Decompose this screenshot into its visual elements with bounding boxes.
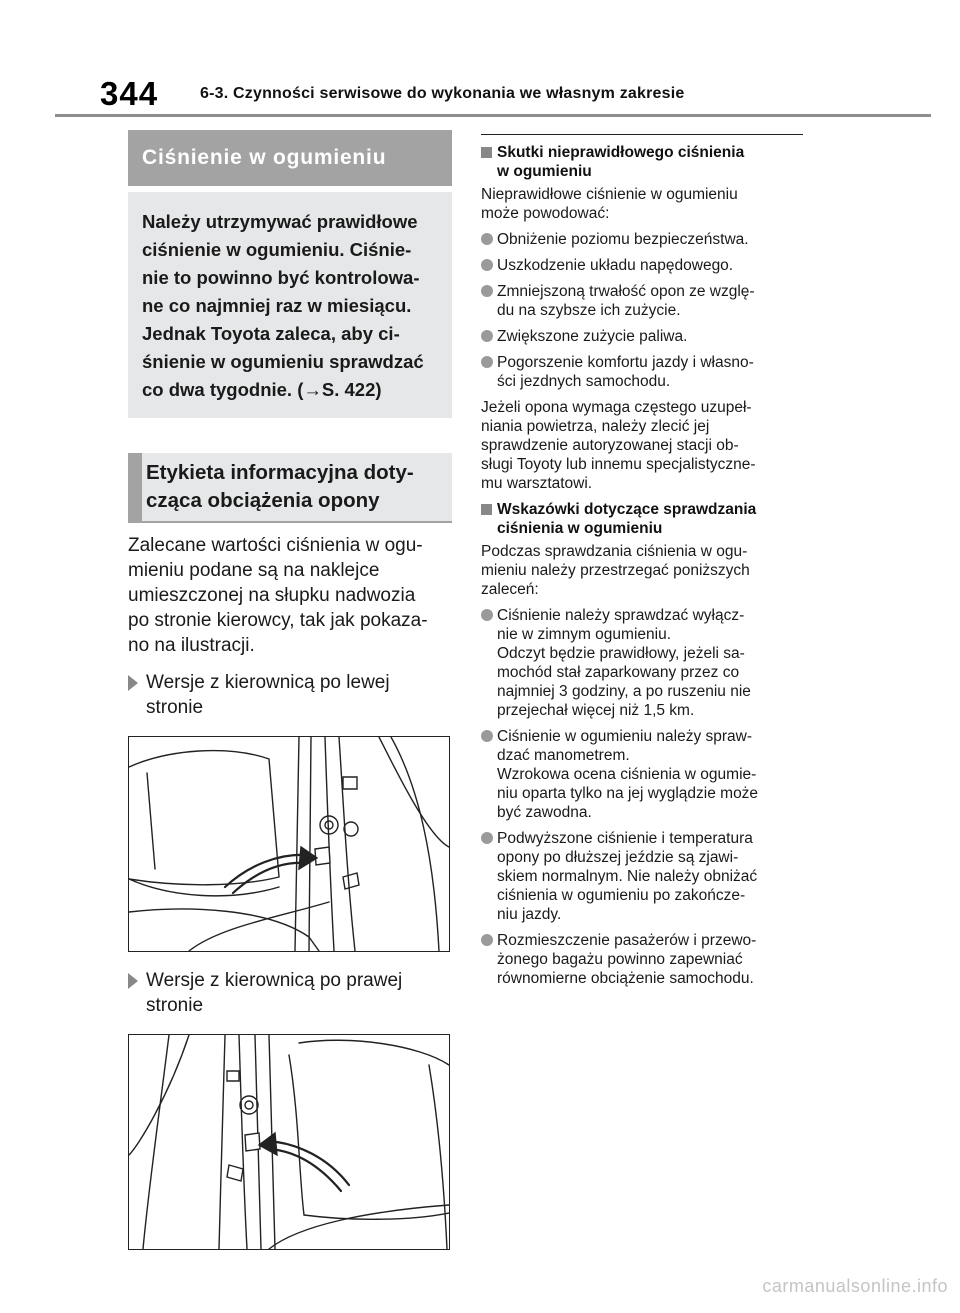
text-line: najmniej 3 godziny, a po ruszeniu nie (497, 683, 751, 700)
text-line: Zmniejszoną trwałość opon ze wzglę- (497, 283, 755, 300)
subheading-checking-tips (481, 500, 803, 538)
body-line: umieszczonej na słupku nadwozia (128, 585, 416, 606)
text-line: nie w zimnym ogumieniu. (497, 626, 672, 643)
summary-line: ciśnienie w ogumieniu. Ciśnie- (142, 239, 412, 260)
text-line: Odczyt będzie prawidłowy, jeżeli sa- (497, 645, 745, 662)
subheading-line: w ogumieniu (497, 163, 592, 180)
chapter-title: 6-3. Czynności serwisowe do wykonania we własnym zakresie (200, 85, 685, 102)
variant-line: Wersje z kierownicą po prawej (146, 970, 403, 991)
text-line: żonego bagażu powinno zapewniać (497, 951, 743, 968)
text-line: mieniu należy przestrzegać poniższych (481, 562, 750, 579)
bullet-dot-icon (481, 730, 493, 742)
section-title-line: cząca obciążenia opony (146, 489, 380, 512)
triangle-bullet-icon (128, 675, 138, 691)
text-line: mochód stał zaparkowany przez co (497, 664, 740, 681)
left-column (128, 130, 452, 1250)
section-title-load-label (128, 453, 452, 521)
summary-line: śnienie w ogumieniu sprawdzać (142, 351, 424, 372)
text-line: opony po dłuższej jeździe są zjawi- (497, 849, 739, 866)
list-item (481, 931, 803, 988)
summary-line: Jednak Toyota zaleca, aby ci- (142, 323, 400, 344)
list-item (481, 327, 803, 346)
bullet-dot-icon (481, 356, 493, 368)
text-line: Podczas sprawdzania ciśnienia w ogu- (481, 543, 748, 560)
section-title-line: Etykieta informacyjna doty- (146, 461, 414, 484)
body-line: no na ilustracji. (128, 635, 255, 656)
watermark: carmanualsonline.info (762, 1276, 948, 1296)
text-line: skiem normalnym. Nie należy obniżać (497, 868, 758, 885)
list-item (481, 282, 803, 320)
list-item (481, 829, 803, 924)
text-line: przejechał więcej niż 1,5 km. (497, 702, 695, 719)
text-line: Jeżeli opona wymaga częstego uzupeł- (481, 399, 752, 416)
bullet-dot-icon (481, 609, 493, 621)
text-line: Wzrokowa ocena ciśnienia w ogumie- (497, 766, 757, 783)
list-item (481, 727, 803, 822)
variant-line: Wersje z kierownicą po lewej (146, 672, 390, 693)
text-line: równomierne obciążenie samochodu. (497, 970, 754, 987)
paragraph (481, 185, 803, 223)
text-line: Ciśnienie należy sprawdzać wyłącz- (497, 607, 745, 624)
text-line: Podwyższone ciśnienie i temperatura (497, 830, 753, 847)
subheading-line: Skutki nieprawidłowego ciśnienia (497, 144, 745, 161)
list-item (481, 256, 803, 275)
text-line: być zawodna. (497, 804, 592, 821)
text-line: zaleceń: (481, 581, 539, 598)
text-line: ści jezdnych samochodu. (497, 373, 671, 390)
text-line: sługi Toyoty lub innemu specjalistyczne- (481, 456, 756, 473)
bullet-dot-icon (481, 233, 493, 245)
text-line: Pogorszenie komfortu jazdy i własno- (497, 354, 754, 371)
text-line: Nieprawidłowe ciśnienie w ogumieniu (481, 186, 738, 203)
illustration-rhd-pillar (128, 1034, 450, 1250)
bullet-dot-icon (481, 285, 493, 297)
text-line: sprawdzenie autoryzowanej stacji ob- (481, 437, 739, 454)
header-divider (55, 114, 931, 117)
text-line: może powodować: (481, 205, 610, 222)
text-line: Rozmieszczenie pasażerów i przewo- (497, 932, 757, 949)
variant-line: stronie (146, 697, 204, 718)
summary-line: nie to powinno być kontrolowa- (142, 267, 420, 288)
text-line: Zwiększone zużycie paliwa. (497, 328, 688, 345)
text-line: Uszkodzenie układu napędowego. (497, 257, 734, 274)
bullet-dot-icon (481, 934, 493, 946)
bullet-dot-icon (481, 330, 493, 342)
square-bullet-icon (481, 504, 492, 515)
section-title-tire-pressure: Ciśnienie w ogumieniu (128, 130, 452, 186)
column-top-rule (481, 134, 803, 135)
variant-lhd-heading (128, 670, 452, 720)
text-line: dzać manometrem. (497, 747, 630, 764)
body-line: Zalecane wartości ciśnienia w ogu- (128, 535, 423, 556)
text-line: du na szybsze ich zużycie. (497, 302, 681, 319)
variant-rhd-heading (128, 968, 452, 1018)
bullet-dot-icon (481, 259, 493, 271)
label-description (128, 533, 452, 658)
text-line: Ciśnienie w ogumieniu należy spraw- (497, 728, 753, 745)
summary-line: ne co najmniej raz w miesiącu. (142, 295, 412, 316)
body-line: po stronie kierowcy, tak jak pokaza- (128, 610, 428, 631)
list-item (481, 606, 803, 720)
right-column (481, 134, 803, 988)
section-underline (128, 521, 452, 523)
text-line: mu warsztatowi. (481, 475, 593, 492)
subheading-incorrect-pressure (481, 143, 803, 181)
list-item (481, 230, 803, 249)
text-line: niu jazdy. (497, 906, 562, 923)
page-header (0, 0, 960, 115)
text-line: Obniżenie poziomu bezpieczeństwa. (497, 231, 749, 248)
text-line: niu oparta tylko na jej wyglądzie może (497, 785, 759, 802)
text-line: niania powietrza, należy zlecić jej (481, 418, 710, 435)
triangle-bullet-icon (128, 973, 138, 989)
summary-box (128, 192, 452, 418)
bullet-dot-icon (481, 832, 493, 844)
square-bullet-icon (481, 147, 492, 158)
variant-line: stronie (146, 995, 204, 1016)
paragraph (481, 542, 803, 599)
text-line: ciśnienia w ogumieniu po zakończe- (497, 887, 746, 904)
paragraph (481, 398, 803, 493)
summary-line: co dwa tygodnie. (→S. 422) (142, 379, 382, 400)
subheading-line: ciśnienia w ogumieniu (497, 520, 663, 537)
subheading-line: Wskazówki dotyczące sprawdzania (497, 501, 757, 518)
page-number: 344 (100, 75, 159, 112)
summary-line: Należy utrzymywać prawidłowe (142, 211, 418, 232)
illustration-lhd-pillar (128, 736, 450, 952)
body-line: mieniu podane są na naklejce (128, 560, 380, 581)
list-item (481, 353, 803, 391)
